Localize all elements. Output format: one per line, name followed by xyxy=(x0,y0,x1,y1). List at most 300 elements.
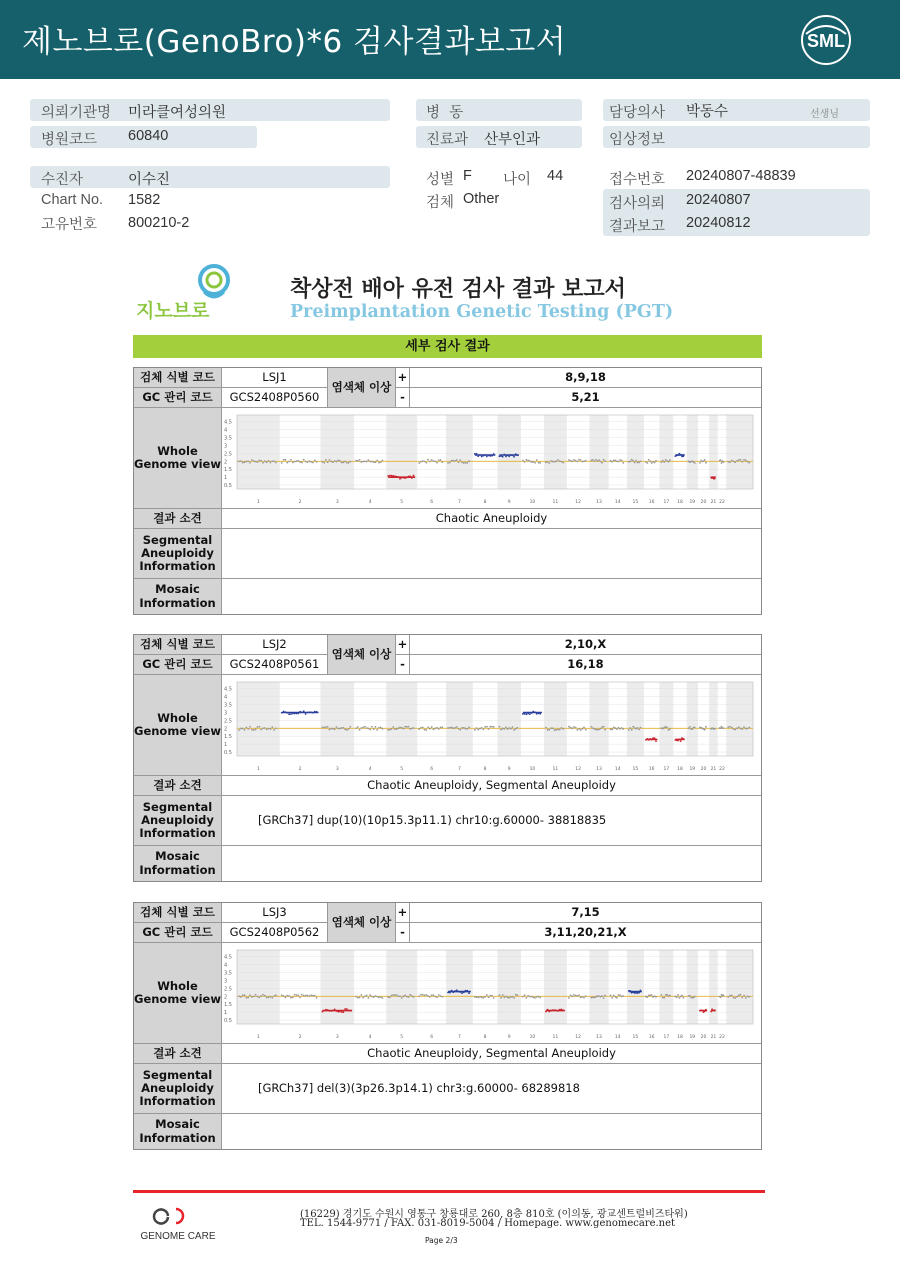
doctor-label: 담당의사 xyxy=(609,105,666,121)
copy-number-point xyxy=(585,995,587,997)
copy-number-point xyxy=(512,996,514,998)
copy-number-point xyxy=(547,461,549,463)
copy-number-point xyxy=(583,997,585,999)
copy-number-point xyxy=(253,996,255,998)
copy-number-point xyxy=(369,729,371,731)
copy-number-point xyxy=(260,995,262,997)
copy-number-point xyxy=(463,462,465,464)
copy-number-point xyxy=(371,461,373,463)
dept-value: 산부인과 xyxy=(484,132,541,148)
copy-number-point xyxy=(629,461,631,463)
copy-number-point xyxy=(468,992,470,994)
sml-logo-text: SML xyxy=(807,31,845,51)
copy-number-point xyxy=(375,461,377,463)
copy-number-point xyxy=(654,462,656,464)
copy-number-point xyxy=(548,462,550,464)
copy-number-point xyxy=(507,997,509,999)
copy-number-point xyxy=(325,459,327,461)
copy-number-point xyxy=(240,460,242,462)
copy-number-point xyxy=(547,729,549,731)
copy-number-point xyxy=(314,995,316,997)
copy-number-point xyxy=(729,461,731,463)
copy-number-point xyxy=(348,462,350,464)
copy-number-point xyxy=(424,994,426,996)
copy-number-point xyxy=(434,728,436,730)
x-tick-label: 1 xyxy=(256,767,260,772)
copy-number-point xyxy=(262,462,264,464)
copy-number-point xyxy=(424,461,426,463)
copy-number-point xyxy=(486,456,488,458)
mosaic-value xyxy=(222,846,761,881)
copy-number-point xyxy=(285,459,287,461)
copy-number-point xyxy=(590,997,592,999)
genome-view-row xyxy=(134,943,761,1044)
copy-number-point xyxy=(665,459,667,461)
copy-number-point xyxy=(242,728,244,730)
chromosome-band xyxy=(726,682,753,756)
copy-number-point xyxy=(339,728,341,730)
x-tick-label: 16 xyxy=(648,500,655,505)
copy-number-point xyxy=(745,459,747,461)
x-tick-label: 3 xyxy=(335,767,339,772)
copy-number-point xyxy=(614,459,616,461)
copy-number-point xyxy=(425,729,427,731)
copy-number-point xyxy=(380,726,382,728)
copy-number-point xyxy=(646,462,648,464)
copy-number-point xyxy=(449,727,451,729)
copy-number-point xyxy=(486,994,488,996)
copy-number-point xyxy=(427,459,429,461)
copy-number-point xyxy=(440,727,442,729)
copy-number-point xyxy=(375,995,377,997)
copy-number-point xyxy=(271,460,273,462)
y-tick-label: 4.5 xyxy=(224,954,232,961)
copy-number-point xyxy=(532,996,534,998)
copy-number-point xyxy=(611,997,613,999)
copy-number-point xyxy=(418,462,420,464)
copy-number-point xyxy=(611,461,613,463)
copy-number-point xyxy=(468,726,470,728)
copy-number-point xyxy=(592,459,594,461)
copy-number-point xyxy=(307,461,309,463)
chromosome-band xyxy=(446,950,473,1024)
copy-number-point xyxy=(576,995,578,997)
copy-number-point xyxy=(269,462,271,464)
y-tick-label: 1.5 xyxy=(224,1002,232,1009)
copy-number-point xyxy=(474,729,476,731)
x-tick-label: 5 xyxy=(400,500,404,505)
mosaic-value xyxy=(222,1114,761,1149)
copy-number-point xyxy=(286,462,288,464)
clinical-label: 임상정보 xyxy=(609,132,666,148)
copy-number-point xyxy=(729,995,731,997)
copy-number-point xyxy=(299,996,301,998)
copy-number-point xyxy=(559,729,561,731)
copy-number-point xyxy=(622,462,624,464)
copy-number-point xyxy=(247,997,249,999)
copy-number-point xyxy=(482,997,484,999)
sample-table xyxy=(133,367,762,615)
copy-number-point xyxy=(322,461,324,463)
copy-number-point xyxy=(406,996,408,998)
copy-number-point xyxy=(441,461,443,463)
copy-number-point xyxy=(251,459,253,461)
page-number: Page 2/3 xyxy=(425,1236,458,1245)
genome-copy-number-plot xyxy=(223,409,759,507)
copy-number-point xyxy=(429,996,431,998)
copy-number-point xyxy=(327,461,329,463)
copy-number-point xyxy=(580,729,582,731)
copy-number-point xyxy=(722,461,724,463)
copy-number-point xyxy=(463,727,465,729)
copy-number-point xyxy=(397,995,399,997)
copy-number-point xyxy=(554,461,556,463)
uid-label: 고유번호 xyxy=(41,217,98,233)
copy-number-point xyxy=(481,456,483,458)
copy-number-point xyxy=(651,994,653,996)
copy-number-point xyxy=(238,729,240,731)
copy-number-point xyxy=(550,460,552,462)
sample-id-label: 검체 식별 코드 xyxy=(134,368,222,387)
copy-number-point xyxy=(575,727,577,729)
copy-number-point xyxy=(402,728,404,730)
copy-number-point xyxy=(507,728,509,730)
copy-number-point xyxy=(637,727,639,729)
copy-number-point xyxy=(378,727,380,729)
copy-number-point xyxy=(616,997,618,999)
y-tick-label: 2.5 xyxy=(224,718,232,725)
y-tick-label: 1.5 xyxy=(224,734,232,741)
copy-number-point xyxy=(275,994,277,996)
copy-number-point xyxy=(694,727,696,729)
copy-number-point xyxy=(721,462,723,464)
copy-number-point xyxy=(594,460,596,462)
y-tick-label: 2 xyxy=(224,726,228,733)
copy-number-point xyxy=(367,728,369,730)
copy-number-point xyxy=(524,461,526,463)
sex-label: 성별 xyxy=(426,172,455,188)
x-tick-label: 17 xyxy=(663,500,670,505)
copy-number-point xyxy=(663,461,665,463)
copy-number-point xyxy=(510,728,512,730)
copy-number-point xyxy=(387,729,389,731)
result-label: 결과 소견 xyxy=(134,776,222,795)
copy-number-point xyxy=(677,994,679,996)
copy-number-point xyxy=(610,995,612,997)
chromosome-band xyxy=(726,415,753,489)
copy-number-point xyxy=(389,997,391,999)
mosaic-row xyxy=(134,846,761,881)
copy-number-point xyxy=(283,459,285,461)
copy-number-point xyxy=(508,997,510,999)
copy-number-point xyxy=(570,460,572,462)
copy-number-point xyxy=(392,726,394,728)
x-tick-label: 19 xyxy=(689,767,696,772)
chromosome-band xyxy=(726,950,753,1024)
section-header: 세부 검사 결과 xyxy=(133,335,762,358)
copy-number-point xyxy=(411,995,413,997)
copy-number-point xyxy=(292,996,294,998)
doctor-suffix: 선생님 xyxy=(810,109,839,120)
copy-number-point xyxy=(362,726,364,728)
copy-number-point xyxy=(491,726,493,728)
x-tick-label: 15 xyxy=(632,500,639,505)
copy-number-point xyxy=(601,995,603,997)
copy-number-point xyxy=(669,728,671,730)
doctor-value: 박동수 xyxy=(686,104,729,120)
result-row xyxy=(134,776,761,796)
sample-id-value: LSJ1 xyxy=(222,368,328,387)
copy-number-point xyxy=(529,996,531,998)
copy-number-point xyxy=(281,994,283,996)
copy-number-point xyxy=(332,728,334,730)
copy-number-point xyxy=(301,462,303,464)
copy-number-point xyxy=(296,460,298,462)
copy-number-point xyxy=(452,727,454,729)
copy-number-point xyxy=(571,995,573,997)
copy-number-point xyxy=(452,460,454,462)
x-tick-label: 7 xyxy=(458,500,461,505)
copy-number-point xyxy=(422,460,424,462)
sample-id-value: LSJ3 xyxy=(222,903,328,922)
copy-number-point xyxy=(661,461,663,463)
segmental-value xyxy=(222,529,761,578)
copy-number-point xyxy=(632,726,634,728)
copy-number-point xyxy=(408,996,410,998)
copy-number-point xyxy=(429,461,431,463)
copy-number-point xyxy=(524,994,526,996)
copy-number-point xyxy=(681,995,683,997)
copy-number-point xyxy=(662,460,664,462)
copy-number-point xyxy=(375,726,377,728)
y-tick-label: 1 xyxy=(224,475,228,482)
copy-number-point xyxy=(303,995,305,997)
copy-number-point xyxy=(242,994,244,996)
copy-number-point xyxy=(600,728,602,730)
copy-number-point xyxy=(373,996,375,998)
x-tick-label: 14 xyxy=(614,767,621,772)
copy-number-point xyxy=(341,727,343,729)
copy-number-point xyxy=(323,726,325,728)
report-heading: 착상전 배아 유전 검사 결과 보고서 xyxy=(290,277,626,302)
dept-label: 진료과 xyxy=(426,132,469,148)
copy-number-point xyxy=(258,459,260,461)
x-tick-label: 20 xyxy=(700,1035,707,1040)
sample-id-row xyxy=(134,903,761,930)
copy-number-point xyxy=(595,459,597,461)
gain-sign: + xyxy=(396,903,410,922)
copy-number-point xyxy=(244,994,246,996)
copy-number-point xyxy=(557,459,559,461)
ward-label: 병 동 xyxy=(426,105,464,121)
copy-number-point xyxy=(269,996,271,998)
copy-number-point xyxy=(688,727,690,729)
copy-number-point xyxy=(360,727,362,729)
copy-number-point xyxy=(499,726,501,728)
chart-value: 1582 xyxy=(128,192,161,208)
copy-number-point xyxy=(499,994,501,996)
copy-number-point xyxy=(727,726,729,728)
y-tick-label: 0.5 xyxy=(224,1018,232,1025)
segmental-value: [GRCh37] del(3)(3p26.3p14.1) chr3:g.60000- 68289818 xyxy=(258,1080,580,1095)
copy-number-point xyxy=(619,459,621,461)
x-tick-label: 4 xyxy=(368,500,372,505)
x-tick-label: 1 xyxy=(256,500,260,505)
copy-number-point xyxy=(691,728,693,730)
copy-number-point xyxy=(396,994,398,996)
copy-number-point xyxy=(433,728,435,730)
copy-number-point xyxy=(527,995,529,997)
copy-number-point xyxy=(502,456,504,458)
copy-number-point xyxy=(357,460,359,462)
copy-number-point xyxy=(378,996,380,998)
copy-number-point xyxy=(734,997,736,999)
copy-number-point xyxy=(740,994,742,996)
copy-number-point xyxy=(266,997,268,999)
x-tick-label: 20 xyxy=(700,767,707,772)
copy-number-point xyxy=(409,994,411,996)
result-value: Chaotic Aneuploidy, Segmental Aneuploidy xyxy=(367,777,616,792)
copy-number-point xyxy=(738,459,740,461)
copy-number-point xyxy=(436,996,438,998)
copy-number-point xyxy=(359,729,361,731)
gc-code-label: GC 관리 코드 xyxy=(134,388,222,407)
x-tick-label: 3 xyxy=(335,500,339,505)
copy-number-point xyxy=(741,997,743,999)
copy-number-point xyxy=(590,459,592,461)
copy-number-point xyxy=(402,995,404,997)
gc-code-row xyxy=(134,388,761,408)
copy-number-point xyxy=(362,461,364,463)
copy-number-point xyxy=(738,994,740,996)
receipt-label: 접수번호 xyxy=(609,172,666,188)
copy-number-point xyxy=(399,995,401,997)
copy-number-point xyxy=(322,726,324,728)
copy-number-point xyxy=(704,729,706,731)
copy-number-point xyxy=(431,459,433,461)
copy-number-point xyxy=(441,996,443,998)
copy-number-point xyxy=(676,996,678,998)
copy-number-point xyxy=(271,726,273,728)
copy-number-point xyxy=(550,727,552,729)
copy-number-point xyxy=(581,996,583,998)
copy-number-point xyxy=(573,459,575,461)
copy-number-point xyxy=(488,728,490,730)
report-title: 제노브로(GenoBro)*6 검사결과보고서 xyxy=(22,24,567,60)
copy-number-point xyxy=(733,728,735,730)
copy-number-point xyxy=(260,729,262,731)
gc-code-row xyxy=(134,655,761,675)
copy-number-point xyxy=(459,459,461,461)
genome-view-label: Whole Genome view xyxy=(134,943,222,1043)
copy-number-point xyxy=(722,727,724,729)
copy-number-point xyxy=(508,727,510,729)
x-tick-label: 16 xyxy=(648,1035,655,1040)
copy-number-point xyxy=(288,995,290,997)
copy-number-point xyxy=(562,462,564,464)
copy-number-point xyxy=(705,726,707,728)
copy-number-point xyxy=(355,460,357,462)
copy-number-point xyxy=(391,728,393,730)
copy-number-point xyxy=(355,727,357,729)
copy-number-point xyxy=(360,461,362,463)
patient-box xyxy=(30,166,390,188)
copy-number-point xyxy=(575,995,577,997)
copy-number-point xyxy=(598,995,600,997)
copy-number-point xyxy=(576,729,578,731)
copy-number-point xyxy=(349,461,351,463)
chromosome-band xyxy=(497,950,521,1024)
copy-number-point xyxy=(668,461,670,463)
sample-id-label: 검체 식별 코드 xyxy=(134,903,222,922)
y-tick-label: 2 xyxy=(224,459,228,466)
copy-number-point xyxy=(648,459,650,461)
copy-number-point xyxy=(461,727,463,729)
y-tick-label: 3 xyxy=(224,443,228,450)
sample-table xyxy=(133,902,762,1150)
copy-number-point xyxy=(451,460,453,462)
copy-number-point xyxy=(399,478,401,480)
chromosome-band xyxy=(544,415,567,489)
copy-number-point xyxy=(424,729,426,731)
copy-number-point xyxy=(610,729,612,731)
x-tick-label: 11 xyxy=(552,500,559,505)
sample-id-value: LSJ2 xyxy=(222,635,328,654)
copy-number-point xyxy=(513,997,515,999)
copy-number-point xyxy=(425,994,427,996)
genome-view-row xyxy=(134,675,761,776)
copy-number-point xyxy=(597,729,599,731)
y-tick-label: 3.5 xyxy=(224,702,232,709)
copy-number-point xyxy=(273,995,275,997)
copy-number-point xyxy=(364,726,366,728)
copy-number-point xyxy=(465,728,467,730)
copy-number-point xyxy=(613,460,615,462)
copy-number-point xyxy=(661,994,663,996)
copy-number-point xyxy=(266,461,268,463)
copy-number-point xyxy=(736,996,738,998)
result-value: Chaotic Aneuploidy, Segmental Aneuploidy xyxy=(367,1045,616,1060)
mosaic-label: Mosaic Information xyxy=(134,579,222,614)
copy-number-point xyxy=(461,992,463,994)
copy-number-point xyxy=(562,728,564,730)
x-tick-label: 5 xyxy=(400,767,404,772)
copy-number-point xyxy=(705,462,707,464)
copy-number-point xyxy=(629,727,631,729)
sample-id-row xyxy=(134,635,761,662)
copy-number-point xyxy=(337,460,339,462)
copy-number-point xyxy=(281,462,283,464)
copy-number-point xyxy=(538,462,540,464)
copy-number-point xyxy=(545,462,547,464)
x-tick-label: 22 xyxy=(719,1035,725,1040)
copy-number-point xyxy=(294,461,296,463)
copy-number-point xyxy=(568,997,570,999)
copy-number-point xyxy=(631,459,633,461)
sample-id-row xyxy=(134,368,761,395)
copy-number-point xyxy=(413,996,415,998)
patient-label: 수진자 xyxy=(41,172,84,188)
chromosome-band xyxy=(589,950,608,1024)
copy-number-point xyxy=(614,996,616,998)
copy-number-point xyxy=(296,994,298,996)
copy-number-point xyxy=(447,462,449,464)
x-tick-label: 7 xyxy=(458,767,461,772)
report-label: 결과보고 xyxy=(609,219,666,235)
copy-number-point xyxy=(268,996,270,998)
gc-code-value: GCS2408P0561 xyxy=(222,655,328,674)
copy-number-point xyxy=(704,459,706,461)
